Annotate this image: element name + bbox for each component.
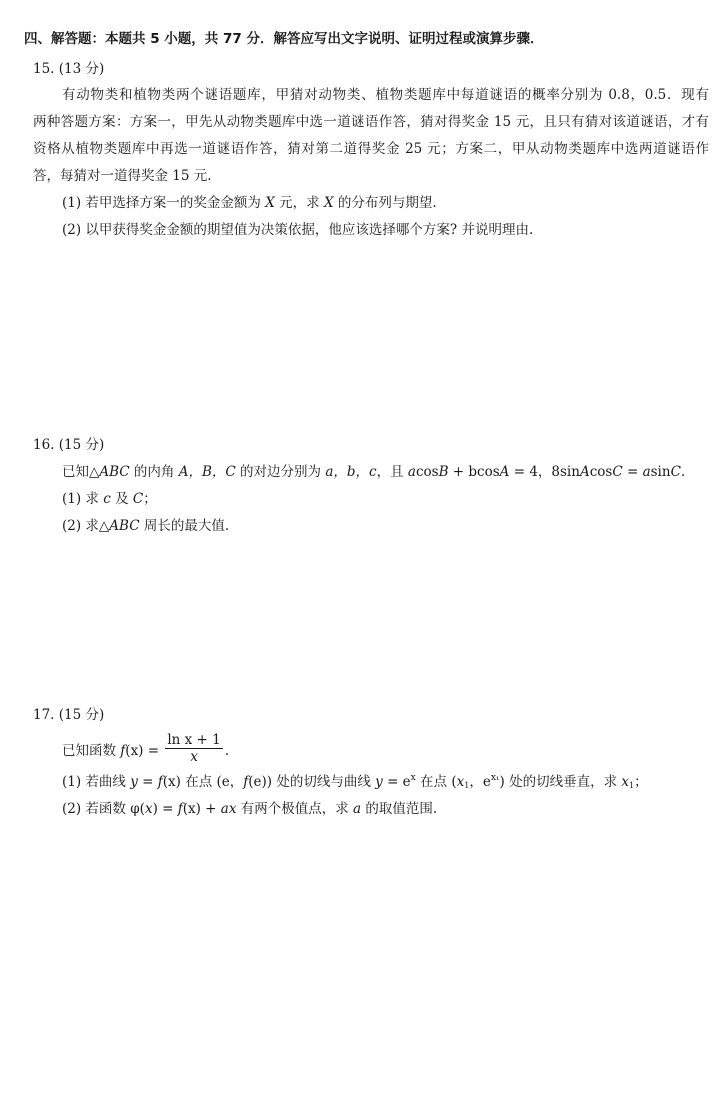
q16-eq2-c: C bbox=[612, 464, 623, 480]
q17-part1 bbox=[62, 773, 648, 791]
q17-stem bbox=[62, 734, 229, 768]
q17-part1-y: y bbox=[130, 774, 138, 790]
q15-part1-text-b: 元，求 bbox=[274, 195, 324, 211]
q16-part2-triangle: ABC bbox=[109, 518, 140, 534]
q17-stem-f: f bbox=[120, 743, 126, 759]
q17-stem-end: . bbox=[224, 743, 230, 759]
q16-stem-end: . bbox=[680, 464, 686, 480]
q17-part1-y2: y bbox=[375, 774, 383, 790]
section-header: 四、解答题：本题共 5 小题，共 77 分．解答应写出文字说明、证明过程或演算步骤． bbox=[24, 31, 544, 47]
q17-fraction-numerator: ln x + 1 bbox=[167, 732, 221, 748]
q15-number: 15. (13 分) bbox=[33, 61, 105, 77]
q17-part1-eq: = bbox=[137, 774, 158, 790]
q16-eq2-equals: = bbox=[622, 464, 643, 480]
q15-line2: 两种答题方案：方案一，甲先从动物类题库中选一道谜语作答，猜对得奖金 15 元，且只有猜对该道谜语，才有 bbox=[33, 114, 709, 130]
q17-stem-fx: (x) = bbox=[125, 743, 164, 759]
q16-eq2-sin: sin bbox=[650, 464, 671, 480]
q16-eq2-cos: cos bbox=[589, 464, 613, 480]
q17-part1-exp-x1: x₁ bbox=[490, 773, 500, 783]
q16-stem-text-c: 的对边分别为 bbox=[235, 464, 326, 480]
q15-part1-text-c: 的分布列与期望. bbox=[333, 195, 437, 211]
q17-part2-text-d: 有两个极值点，求 bbox=[236, 801, 354, 817]
q16-number: 16. (15 分) bbox=[33, 437, 105, 453]
q16-part1-text-b: 及 bbox=[110, 491, 133, 507]
q15-part1-var-x2: X bbox=[323, 195, 334, 211]
q16-part2-text-b: 周长的最大值. bbox=[139, 518, 230, 534]
q16-sides: a，b，c bbox=[325, 464, 377, 480]
q17-part1-f: f bbox=[157, 774, 163, 790]
q16-part1-end: ； bbox=[143, 491, 157, 507]
q17-fraction bbox=[165, 732, 222, 765]
q17-part1-comma-e: ，e bbox=[469, 774, 491, 790]
q17-part2-x: x bbox=[144, 801, 153, 817]
q17-part2-text-a: (2) 若函数 φ( bbox=[62, 801, 145, 817]
q17-part1-text-b: 在点 (e， bbox=[180, 774, 244, 790]
q17-part1-fe: f bbox=[243, 774, 249, 790]
q16-stem bbox=[62, 463, 685, 481]
q17-part1-eq2: = e bbox=[382, 774, 411, 790]
q16-eq2-a2: a bbox=[642, 464, 651, 480]
q17-part1-text-c: 在点 ( bbox=[415, 774, 457, 790]
q17-part1-sub1: 1 bbox=[464, 781, 470, 790]
q17-part1-text-d: ) 处的切线垂直，求 bbox=[499, 774, 622, 790]
q17-part2 bbox=[62, 800, 437, 818]
q17-part2-text-b: ) = bbox=[152, 801, 178, 817]
q17-part1-x1b: x bbox=[621, 774, 629, 790]
q17-part1-fx: (x) bbox=[162, 774, 181, 790]
q16-part2 bbox=[62, 517, 229, 535]
q17-part1-fe2: (e)) 处的切线与曲线 bbox=[248, 774, 376, 790]
q17-fraction-denominator: x bbox=[190, 749, 198, 765]
q16-eq1-a2: A bbox=[499, 464, 510, 480]
q16-stem-text-d: ，且 bbox=[376, 464, 408, 480]
q17-part2-f: f bbox=[177, 801, 183, 817]
q15-part1-text-a: (1) 若甲选择方案一的奖金金额为 bbox=[62, 195, 266, 211]
q16-part1-var-C: C bbox=[132, 491, 144, 507]
q17-part1-end: ； bbox=[634, 774, 648, 790]
q17-part2-ax: ax bbox=[220, 801, 237, 817]
q15-line1: 有动物类和植物类两个谜语题库，甲猜对动物类、植物类题库中每道谜语的概率分别为 0.8，0.5．现有 bbox=[62, 87, 709, 103]
q15-line4: 答，每猜对一道得奖金 15 元. bbox=[33, 168, 212, 184]
q17-part1-sub2: 1 bbox=[629, 781, 635, 790]
q17-part2-text-e: 的取值范围. bbox=[361, 801, 438, 817]
q16-stem-text-a: 已知△ bbox=[62, 464, 100, 480]
q16-angles: A，B，C bbox=[178, 464, 236, 480]
q16-eq1-b: B bbox=[438, 464, 449, 480]
q16-part2-text-a: (2) 求△ bbox=[62, 518, 110, 534]
q15-part2: (2) 以甲获得奖金金额的期望值为决策依据，他应该选择哪个方案? 并说明理由. bbox=[62, 222, 534, 238]
q17-part1-x1: x bbox=[456, 774, 465, 790]
q16-part1 bbox=[62, 490, 157, 508]
q15-part1-var-x: X bbox=[265, 195, 275, 211]
q16-eq2-a: A bbox=[579, 464, 590, 480]
q16-eq1-cos: cos bbox=[415, 464, 439, 480]
q16-eq2-c2: C bbox=[670, 464, 681, 480]
q16-eq1-rest: = 4，8sin bbox=[509, 464, 580, 480]
q17-part2-text-c: (x) + bbox=[182, 801, 221, 817]
q16-eq1-plus-b: + b bbox=[448, 464, 478, 480]
q17-stem-text-a: 已知函数 bbox=[62, 743, 121, 759]
q16-stem-text-b: 的内角 bbox=[129, 464, 179, 480]
q17-part1-exp-x: x bbox=[410, 773, 416, 783]
q17-part2-var-a: a bbox=[353, 801, 362, 817]
q15-part1 bbox=[62, 194, 437, 212]
q16-part1-text-a: (1) 求 bbox=[62, 491, 104, 507]
q15-line3: 资格从植物类题库中再选一道谜语作答，猜对第二道得奖金 25 元；方案二，甲从动物类题库中选两道谜语作 bbox=[33, 141, 709, 157]
q16-part1-var-c: c bbox=[103, 491, 111, 507]
q16-triangle-abc: ABC bbox=[99, 464, 130, 480]
q17-number: 17. (15 分) bbox=[33, 707, 105, 723]
q16-eq1-cos2: cos bbox=[477, 464, 500, 480]
q16-eq1-a: a bbox=[407, 464, 416, 480]
q17-part1-text-a: (1) 若曲线 bbox=[62, 774, 131, 790]
